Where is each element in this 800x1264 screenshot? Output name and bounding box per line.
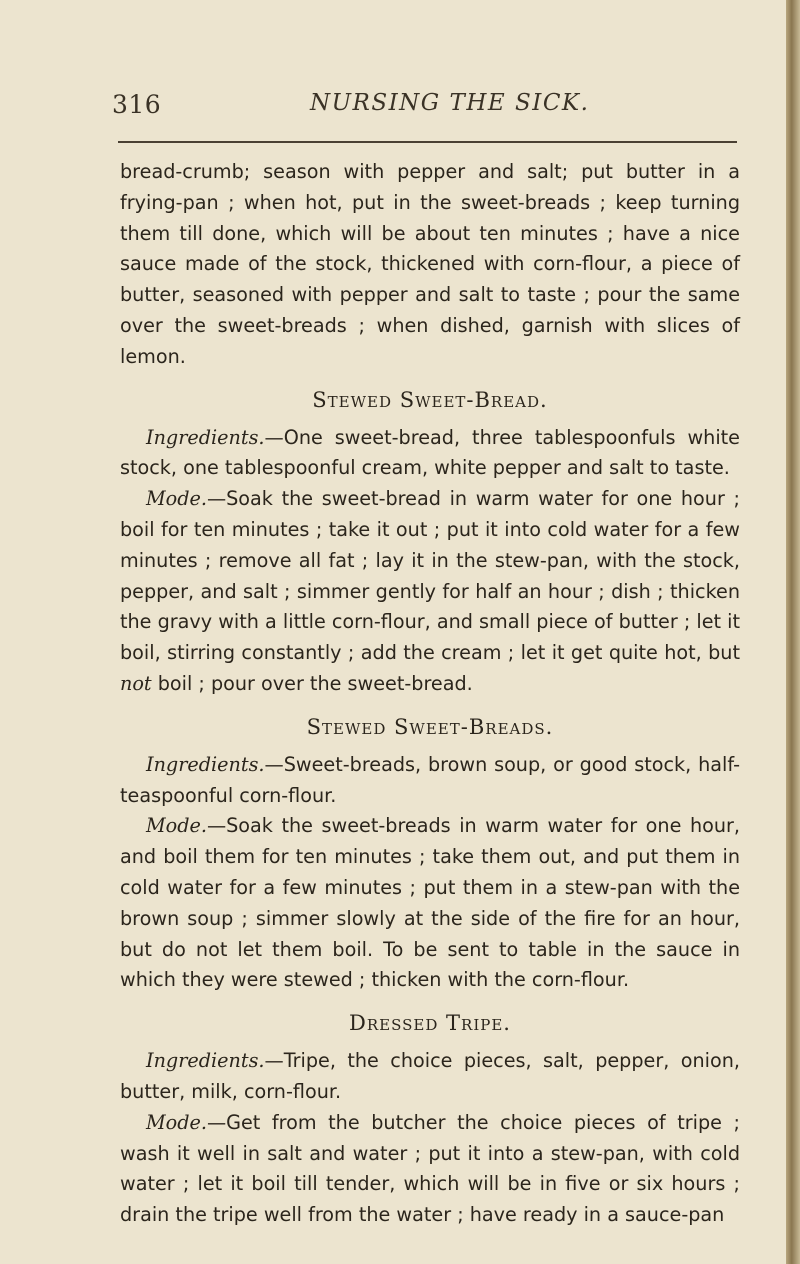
header-rule [118, 141, 737, 143]
page-header [112, 90, 732, 134]
running-head: NURSING THE SICK. [310, 90, 590, 116]
ingredients-text: —One sweet-bread, three tablespoonfuls white stock, one tablespoonful cream, white pepper and salt to taste. [120, 425, 740, 480]
recipe-ingredients [120, 750, 740, 812]
ingredients-text: —Tripe, the choice pieces, salt, pepper, onion, butter, milk, corn-flour. [120, 1049, 740, 1103]
recipe-mode [120, 1108, 740, 1231]
ingredients-label: Ingredients. [146, 752, 265, 776]
ingredients-label: Ingredients. [146, 1049, 265, 1073]
mode-emphasis: not [120, 671, 152, 695]
ingredients-label: Ingredients. [146, 425, 265, 449]
recipe-ingredients [120, 1046, 740, 1108]
page-number: 316 [112, 90, 162, 119]
mode-label: Mode. [146, 487, 207, 511]
mode-label: Mode. [146, 814, 207, 838]
mode-text: —Soak the sweet-bread in warm water for one hour ; boil for ten minutes ; take it out ; put it into cold water for a few minutes ; remove all fat ; lay it in the stew-pan, with the stock, pepper, and salt ; simmer gently for half an hour ; dish ; thicken the gravy with a little corn-flour, and small piece of butter ; let it boil, stirring constantly ; add the cream ; let it get quite hot, but [120, 487, 740, 665]
recipe-title: Dressed Tripe. [349, 1011, 511, 1036]
mode-text: —Soak the sweet-breads in warm water for one hour, and boil them for ten minutes ; take them out, and put them in cold water for a few minutes ; put them in a stew-pan with the brown soup ; simmer slowly at the side of the fire for an hour, but do not let them boil. To be sent to table in the sauce in which they were stewed ; thicken with the corn-flour. [120, 814, 740, 992]
ingredients-text: —Sweet-breads, brown soup, or good stock, half-teaspoonful corn-flour. [120, 752, 740, 807]
recipe-title: Stewed Sweet-Bread. [312, 387, 548, 412]
mode-text-end: boil ; pour over the sweet-bread. [157, 671, 473, 695]
mode-text: —Get from the butcher the choice pieces of tripe ; wash it well in salt and water ; put it into a stew-pan, with cold water ; let it boil till tender, which will be in five or six hours ; drain the tripe well from the water ; have ready in a sauce-pan [120, 1110, 740, 1227]
intro-paragraph: bread-crumb; season with pepper and salt; put butter in a frying-pan ; when hot, put in the sweet-breads ; keep turning them till done, which will be about ten minutes ; have a nice sauce made of the stock, thickened with corn-flour, a piece of butter, seasoned with pepper and salt to taste ; pour the same over the sweet-breads ; when dished, garnish with slices of lemon. [120, 160, 740, 368]
recipe-mode [120, 484, 740, 700]
recipe-ingredients [120, 423, 740, 485]
mode-label: Mode. [146, 1110, 207, 1134]
recipe-title: Stewed Sweet-Breads. [306, 714, 554, 739]
recipe-mode [120, 811, 740, 996]
body-text [120, 157, 740, 1231]
page-edge [786, 0, 800, 1264]
